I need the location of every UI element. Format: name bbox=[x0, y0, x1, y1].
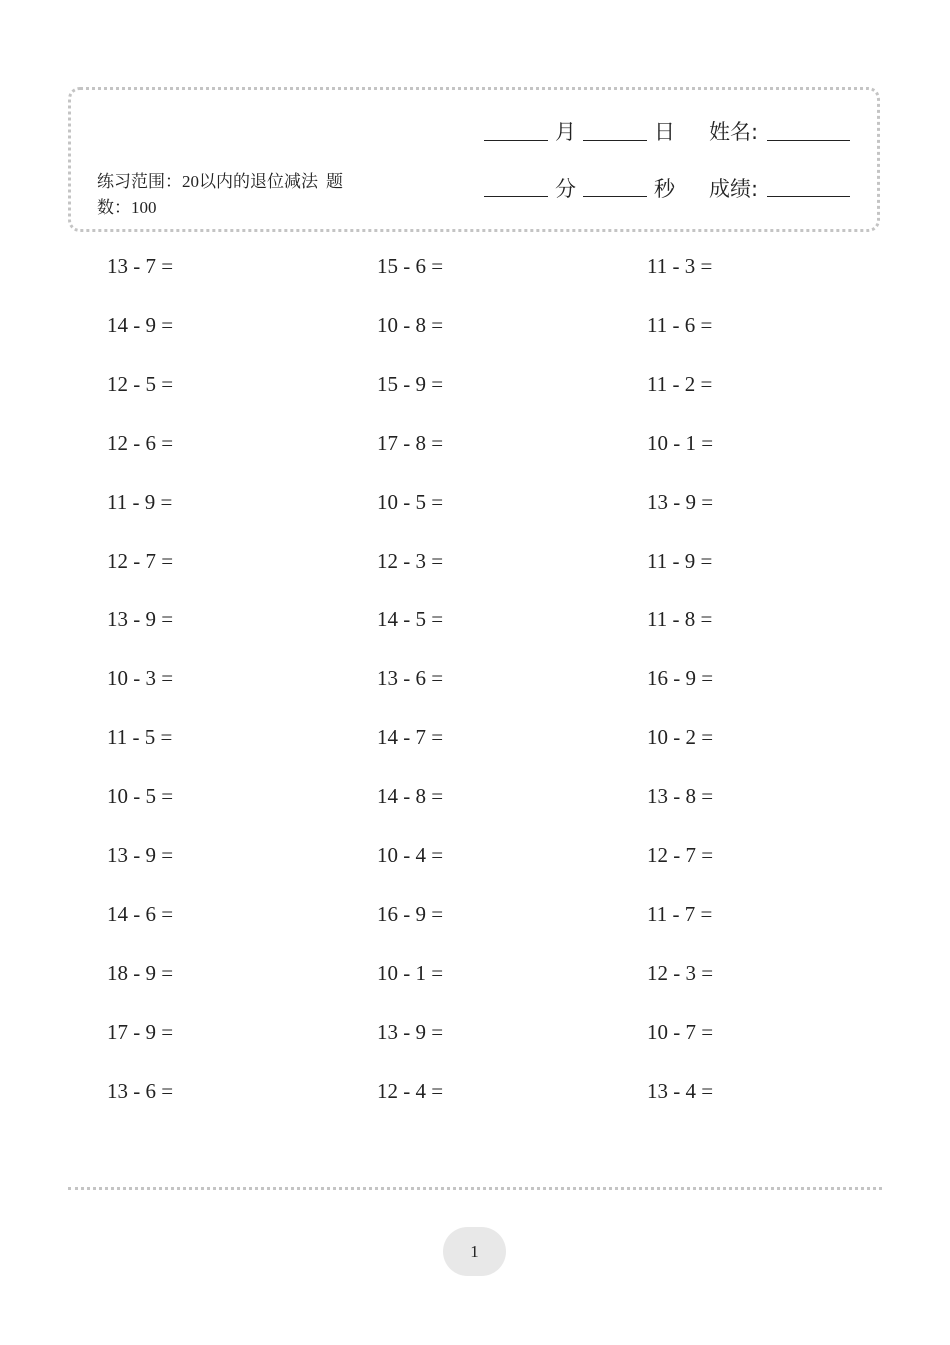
problem-item: 16 - 9 = bbox=[377, 902, 444, 926]
problem-item: 13 - 9 = bbox=[377, 1020, 444, 1044]
minute-blank[interactable] bbox=[484, 196, 548, 197]
problem-item: 10 - 1 = bbox=[647, 431, 714, 455]
problem-item: 13 - 7 = bbox=[107, 254, 174, 278]
worksheet-header-box bbox=[68, 87, 880, 232]
problem-item: 10 - 4 = bbox=[377, 843, 444, 867]
problem-item: 14 - 9 = bbox=[107, 313, 174, 337]
count-label: 题数： bbox=[97, 172, 343, 218]
problem-item: 12 - 3 = bbox=[377, 549, 444, 573]
problem-item: 11 - 2 = bbox=[647, 372, 713, 396]
month-label: 月 bbox=[555, 120, 576, 144]
problem-item: 14 - 6 = bbox=[107, 902, 174, 926]
problem-item: 12 - 7 = bbox=[647, 843, 714, 867]
page-number: 1 bbox=[443, 1227, 506, 1276]
problem-item: 13 - 6 = bbox=[107, 1079, 174, 1103]
problem-item: 14 - 8 = bbox=[377, 784, 444, 808]
day-blank[interactable] bbox=[583, 140, 647, 141]
day-label: 日 bbox=[654, 120, 675, 144]
month-blank[interactable] bbox=[484, 140, 548, 141]
second-blank[interactable] bbox=[583, 196, 647, 197]
problem-item: 10 - 8 = bbox=[377, 313, 444, 337]
problem-item: 18 - 9 = bbox=[107, 961, 174, 985]
problem-item: 12 - 4 = bbox=[377, 1079, 444, 1103]
minute-label: 分 bbox=[555, 177, 576, 201]
problem-item: 11 - 9 = bbox=[107, 490, 173, 514]
practice-range-text bbox=[97, 169, 357, 221]
problem-item: 14 - 7 = bbox=[377, 725, 444, 749]
range-suffix: 以内的退位减法 bbox=[199, 172, 318, 192]
range-value: 20 bbox=[182, 172, 199, 191]
problem-item: 12 - 7 = bbox=[107, 549, 174, 573]
problem-item: 10 - 3 = bbox=[107, 666, 174, 690]
problem-item: 13 - 4 = bbox=[647, 1079, 714, 1103]
score-label: 成绩: bbox=[709, 177, 759, 201]
count-value: 100 bbox=[131, 198, 157, 217]
problem-item: 10 - 5 = bbox=[107, 784, 174, 808]
problem-item: 13 - 9 = bbox=[107, 607, 174, 631]
second-label: 秒 bbox=[654, 177, 675, 201]
problem-item: 13 - 8 = bbox=[647, 784, 714, 808]
problem-item: 16 - 9 = bbox=[647, 666, 714, 690]
name-label: 姓名: bbox=[709, 120, 759, 144]
problem-item: 13 - 9 = bbox=[647, 490, 714, 514]
problem-item: 10 - 1 = bbox=[377, 961, 444, 985]
problem-item: 12 - 5 = bbox=[107, 372, 174, 396]
range-label: 练习范围： bbox=[97, 172, 182, 192]
problem-item: 10 - 2 = bbox=[647, 725, 714, 749]
problem-item: 17 - 8 = bbox=[377, 431, 444, 455]
problem-item: 11 - 3 = bbox=[647, 254, 713, 278]
problem-item: 11 - 9 = bbox=[647, 549, 713, 573]
problem-item: 15 - 6 = bbox=[377, 254, 444, 278]
footer-divider bbox=[68, 1187, 882, 1190]
problem-item: 11 - 6 = bbox=[647, 313, 713, 337]
problem-item: 10 - 7 = bbox=[647, 1020, 714, 1044]
problem-item: 12 - 6 = bbox=[107, 431, 174, 455]
problem-item: 13 - 9 = bbox=[107, 843, 174, 867]
score-blank[interactable] bbox=[767, 196, 850, 197]
problem-item: 13 - 6 = bbox=[377, 666, 444, 690]
problem-item: 12 - 3 = bbox=[647, 961, 714, 985]
problem-item: 17 - 9 = bbox=[107, 1020, 174, 1044]
problem-item: 11 - 5 = bbox=[107, 725, 173, 749]
problem-item: 15 - 9 = bbox=[377, 372, 444, 396]
problem-item: 14 - 5 = bbox=[377, 607, 444, 631]
problem-item: 10 - 5 = bbox=[377, 490, 444, 514]
problem-item: 11 - 8 = bbox=[647, 607, 713, 631]
name-blank[interactable] bbox=[767, 140, 850, 141]
problem-item: 11 - 7 = bbox=[647, 902, 713, 926]
